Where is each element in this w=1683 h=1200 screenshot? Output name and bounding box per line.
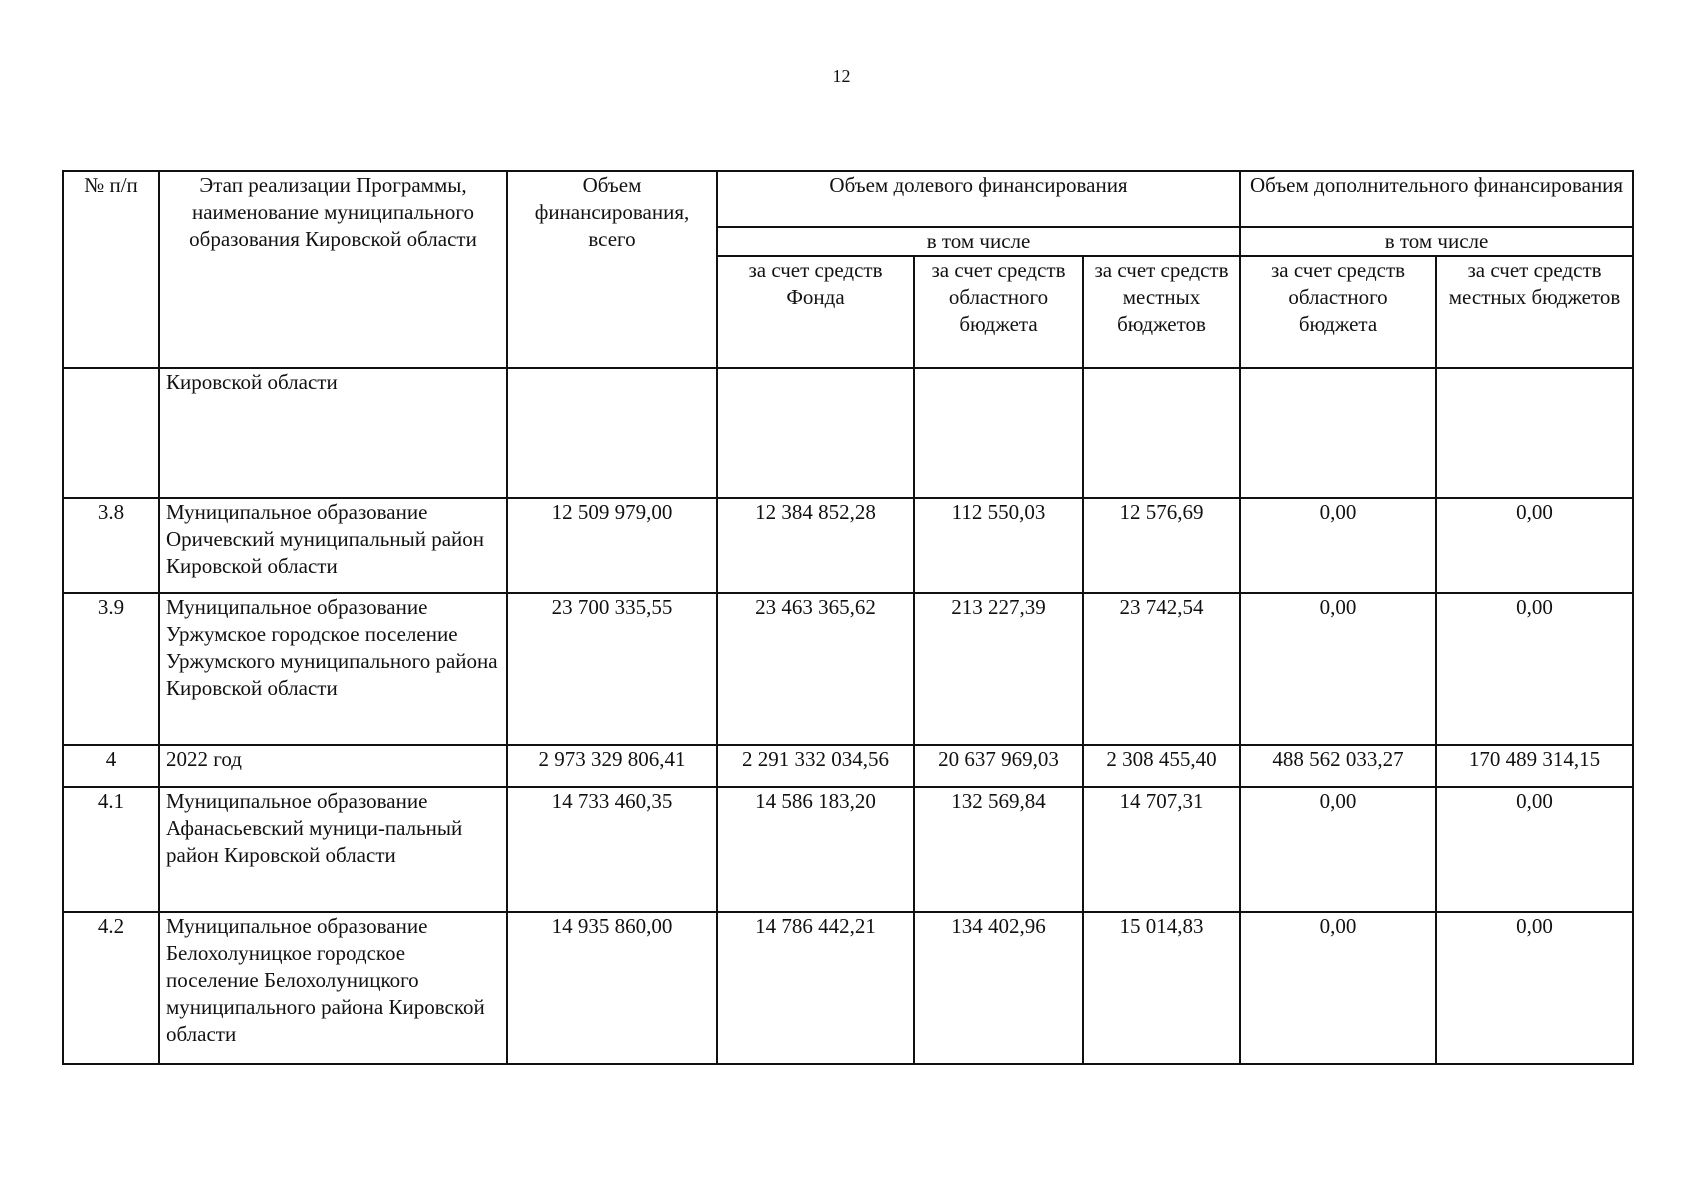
header-including-shared: в том числе bbox=[717, 227, 1240, 256]
table-row bbox=[63, 787, 1633, 912]
cell-name: Муниципальное образование Белохолуницкое городское поселение Белохолуницкого муниципального района Кировской области bbox=[159, 912, 507, 1064]
cell-fund: 14 786 442,21 bbox=[717, 912, 914, 1064]
header-including-additional: в том числе bbox=[1240, 227, 1633, 256]
cell-local: 23 742,54 bbox=[1083, 593, 1240, 745]
cell-add-local: 0,00 bbox=[1436, 498, 1633, 593]
cell-add-regional bbox=[1240, 368, 1436, 498]
cell-name: Муниципальное образование Уржумское городское поселение Уржумского муниципального района Кировской области bbox=[159, 593, 507, 745]
cell-num: 4.1 bbox=[63, 787, 159, 912]
cell-fund: 12 384 852,28 bbox=[717, 498, 914, 593]
cell-regional bbox=[914, 368, 1083, 498]
header-row-top bbox=[63, 171, 1633, 227]
cell-regional: 112 550,03 bbox=[914, 498, 1083, 593]
cell-num bbox=[63, 368, 159, 498]
header-additional-financing: Объем дополнительного финансирования bbox=[1240, 171, 1633, 227]
cell-add-regional: 0,00 bbox=[1240, 787, 1436, 912]
cell-add-regional: 0,00 bbox=[1240, 912, 1436, 1064]
cell-local: 12 576,69 bbox=[1083, 498, 1240, 593]
cell-local: 15 014,83 bbox=[1083, 912, 1240, 1064]
cell-add-regional: 0,00 bbox=[1240, 593, 1436, 745]
cell-fund: 2 291 332 034,56 bbox=[717, 745, 914, 787]
cell-name: Кировской области bbox=[159, 368, 507, 498]
table-row bbox=[63, 498, 1633, 593]
cell-name: Муниципальное образование Оричевский муниципальный район Кировской области bbox=[159, 498, 507, 593]
table-row bbox=[63, 912, 1633, 1064]
header-regional: за счет средств областного бюджета bbox=[914, 256, 1083, 368]
cell-local: 14 707,31 bbox=[1083, 787, 1240, 912]
cell-total: 2 973 329 806,41 bbox=[507, 745, 717, 787]
header-add-regional: за счет средств областного бюджета bbox=[1240, 256, 1436, 368]
header-num: № п/п bbox=[63, 171, 159, 368]
cell-add-local: 170 489 314,15 bbox=[1436, 745, 1633, 787]
cell-add-local: 0,00 bbox=[1436, 787, 1633, 912]
cell-name: Муниципальное образование Афанасьевский муници-пальный район Кировской области bbox=[159, 787, 507, 912]
table-row bbox=[63, 368, 1633, 498]
cell-regional: 132 569,84 bbox=[914, 787, 1083, 912]
table-row-year-total bbox=[63, 745, 1633, 787]
cell-total: 12 509 979,00 bbox=[507, 498, 717, 593]
page-number: 12 bbox=[832, 66, 851, 86]
cell-add-local: 0,00 bbox=[1436, 593, 1633, 745]
cell-total: 14 935 860,00 bbox=[507, 912, 717, 1064]
header-fund: за счет средств Фонда bbox=[717, 256, 914, 368]
cell-num: 4 bbox=[63, 745, 159, 787]
cell-fund bbox=[717, 368, 914, 498]
cell-add-regional: 0,00 bbox=[1240, 498, 1436, 593]
cell-add-regional: 488 562 033,27 bbox=[1240, 745, 1436, 787]
cell-fund: 14 586 183,20 bbox=[717, 787, 914, 912]
financing-table bbox=[62, 170, 1634, 1065]
header-add-local: за счет средств местных бюджетов bbox=[1436, 256, 1633, 368]
cell-regional: 134 402,96 bbox=[914, 912, 1083, 1064]
table-row bbox=[63, 593, 1633, 745]
cell-add-local: 0,00 bbox=[1436, 912, 1633, 1064]
cell-local bbox=[1083, 368, 1240, 498]
cell-num: 3.8 bbox=[63, 498, 159, 593]
header-shared-financing: Объем долевого финансирования bbox=[717, 171, 1240, 227]
cell-total: 23 700 335,55 bbox=[507, 593, 717, 745]
cell-regional: 213 227,39 bbox=[914, 593, 1083, 745]
cell-total: 14 733 460,35 bbox=[507, 787, 717, 912]
cell-fund: 23 463 365,62 bbox=[717, 593, 914, 745]
cell-num: 3.9 bbox=[63, 593, 159, 745]
header-local: за счет средств местных бюджетов bbox=[1083, 256, 1240, 368]
cell-name: 2022 год bbox=[159, 745, 507, 787]
cell-num: 4.2 bbox=[63, 912, 159, 1064]
cell-regional: 20 637 969,03 bbox=[914, 745, 1083, 787]
cell-add-local bbox=[1436, 368, 1633, 498]
header-stage: Этап реализации Программы, наименование муниципального образования Кировской области bbox=[159, 171, 507, 368]
cell-total bbox=[507, 368, 717, 498]
cell-local: 2 308 455,40 bbox=[1083, 745, 1240, 787]
header-total: Объем финансирования, всего bbox=[507, 171, 717, 368]
